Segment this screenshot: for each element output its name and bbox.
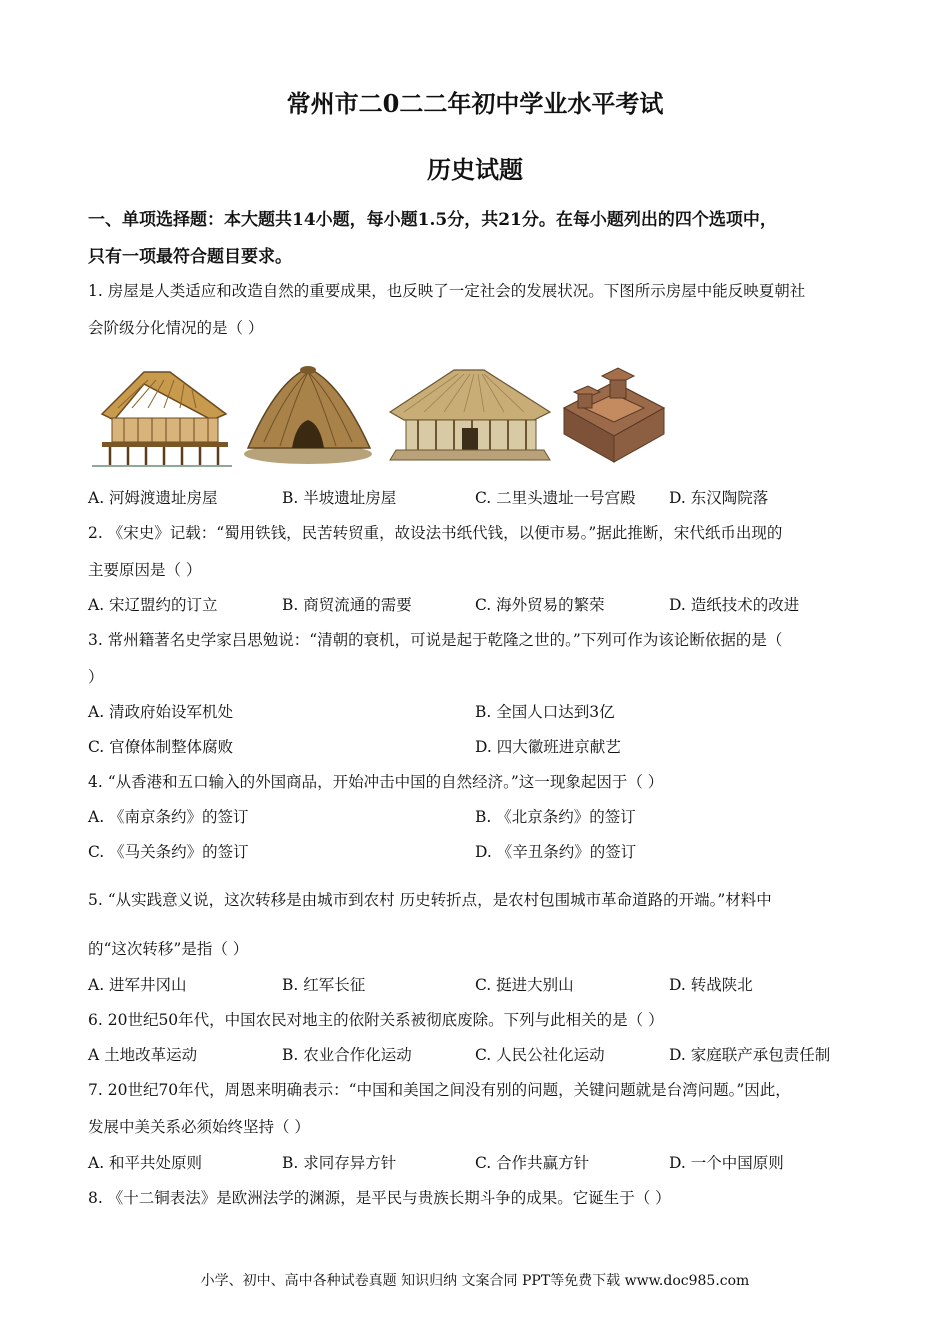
q6-option-d: D. 家庭联产承包责任制	[669, 1046, 831, 1064]
q3-stem-line1: 3. 常州籍著名史学家吕思勉说：“清朝的衰机，可说是起于乾隆之世的。”下列可作为该论断依据的是（	[88, 631, 783, 649]
q1-option-b: B. 半坡遗址房屋	[282, 489, 397, 507]
q2-option-b: B. 商贸流通的需要	[282, 596, 412, 614]
q7-option-d: D. 一个中国原则	[669, 1154, 784, 1172]
q7-option-c: C. 合作共赢方针	[475, 1154, 590, 1172]
q2-stem-line2: 主要原因是（ ）	[88, 561, 202, 579]
q4-option-d: D. 《辛丑条约》的签订	[475, 843, 637, 861]
q5-option-b: B. 红军长征	[282, 976, 366, 994]
q5-stem-line2: 的“这次转移”是指（ ）	[88, 940, 249, 958]
q4-option-a: A. 《南京条约》的签订	[88, 808, 249, 826]
hemudu-house-image	[88, 362, 236, 470]
q2-option-a: A. 宋辽盟约的订立	[88, 596, 218, 614]
q5-option-a: A. 进军井冈山	[88, 976, 187, 994]
q6-option-c: C. 人民公社化运动	[475, 1046, 605, 1064]
erlitou-palace-image	[384, 362, 554, 470]
q7-stem-line2: 发展中美关系必须始终坚持（ ）	[88, 1118, 310, 1136]
q7-option-b: B. 求同存异方针	[282, 1154, 397, 1172]
q4-option-c: C. 《马关条约》的签订	[88, 843, 249, 861]
section-heading-line1: 一、单项选择题：本大题共14小题，每小题1.5分，共21分。在每小题列出的四个选项中，	[88, 210, 777, 230]
q1-house-images	[88, 362, 678, 470]
q3-stem-line2: ）	[88, 668, 104, 686]
banpo-house-image	[236, 362, 381, 470]
q3-option-b: B. 全国人口达到3亿	[475, 703, 615, 721]
q1-stem-line2: 会阶级分化情况的是（ ）	[88, 319, 264, 337]
q3-option-d: D. 四大徽班进京献艺	[475, 738, 621, 756]
section-heading-line2: 只有一项最符合题目要求。	[88, 247, 292, 267]
exam-title: 常州市二0二二年初中学业水平考试	[286, 89, 664, 118]
q5-stem-line1: 5. “从实践意义说，这次转移是由城市到农村 历史转折点，是农村包围城市革命道路的开端。”材料中	[88, 891, 772, 909]
q1-option-a: A. 河姆渡遗址房屋	[88, 489, 218, 507]
q4-option-b: B. 《北京条约》的签订	[475, 808, 636, 826]
q1-option-c: C. 二里头遗址一号宫殿	[475, 489, 636, 507]
q4-stem: 4. “从香港和五口输入的外国商品，开始冲击中国的自然经济。”这一现象起因于（ ）	[88, 773, 664, 791]
q1-stem-line1: 1. 房屋是人类适应和改造自然的重要成果，也反映了一定社会的发展状况。下图所示房屋中能反映夏朝社	[88, 282, 806, 300]
q8-stem: 8. 《十二铜表法》是欧洲法学的渊源，是平民与贵族长期斗争的成果。它诞生于（ ）	[88, 1189, 671, 1207]
q5-option-c: C. 挺进大别山	[475, 976, 574, 994]
q3-option-c: C. 官僚体制整体腐败	[88, 738, 234, 756]
q6-stem: 6. 20世纪50年代，中国农民对地主的依附关系被彻底废除。下列与此相关的是（ ）	[88, 1011, 664, 1029]
q6-option-b: B. 农业合作化运动	[282, 1046, 412, 1064]
q5-option-d: D. 转战陕北	[669, 976, 753, 994]
q6-option-a: A 土地改革运动	[88, 1046, 198, 1064]
q3-option-a: A. 清政府始设军机处	[88, 703, 234, 721]
han-pottery-courtyard-image	[558, 362, 670, 470]
q7-stem-line1: 7. 20世纪70年代，周恩来明确表示：“中国和美国之间没有别的问题，关键问题就是台湾问题。”因此，	[88, 1081, 791, 1099]
q2-option-c: C. 海外贸易的繁荣	[475, 596, 605, 614]
exam-subtitle: 历史试题	[427, 155, 523, 184]
q2-stem-line1: 2. 《宋史》记载：“蜀用铁钱，民苦转贸重，故设法书纸代钱，以便市易。”据此推断，宋代纸币出现的	[88, 524, 783, 542]
page-footer: 小学、初中、高中各种试卷真题 知识归纳 文案合同 PPT等免费下载 www.doc985.com	[200, 1273, 750, 1289]
q2-option-d: D. 造纸技术的改进	[669, 596, 800, 614]
q1-option-d: D. 东汉陶院落	[669, 489, 769, 507]
q7-option-a: A. 和平共处原则	[88, 1154, 203, 1172]
